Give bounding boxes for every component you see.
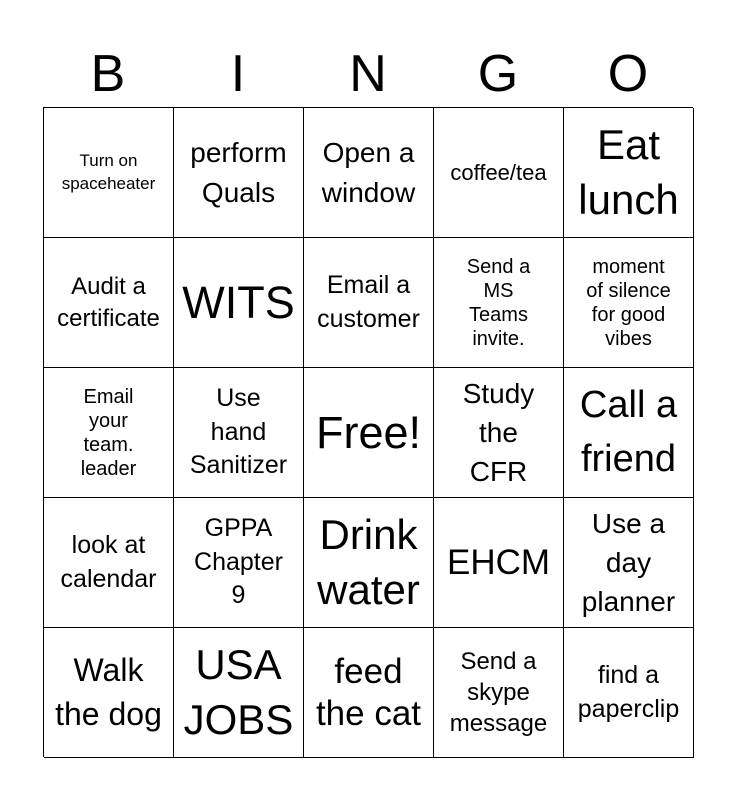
header-letter-g: G [477,45,519,103]
bingo-cell-r3-c4[interactable] [434,368,564,498]
cell-text: Turn on spaceheater [61,151,156,193]
cell-text: look at calendar [60,530,157,593]
cell-text: coffee/tea [450,159,547,185]
bingo-cell-r1-c2[interactable] [174,108,304,238]
cell-text: Send a MS Teams invite. [466,255,531,350]
bingo-cell-r4-c3[interactable] [304,498,434,628]
bingo-cell-r3-c2[interactable] [174,368,304,498]
bingo-cell-r1-c4[interactable] [434,108,564,238]
header-letter-o: O [607,45,649,103]
cell-text: Use hand Sanitizer [189,383,288,480]
cell-text: USA JOBS [183,640,294,743]
bingo-cell-r3-c1[interactable] [44,368,174,498]
cell-text: Send a skype message [449,647,548,738]
header-letter-i: I [230,45,246,103]
cell-text: feed the cat [315,651,422,733]
cell-text: Drink water [317,510,420,613]
bingo-cell-r1-c5[interactable] [564,108,694,238]
cell-text: Email a customer [317,270,420,333]
bingo-header [43,40,693,108]
bingo-cell-r4-c5[interactable] [564,498,694,628]
cell-text: Use a day planner [581,507,676,618]
cell-text: perform Quals [190,137,287,208]
cell-text: moment of silence for good vibes [586,255,671,350]
cell-text: find a paperclip [577,660,680,723]
cell-text: EHCM [446,542,551,582]
bingo-cell-r1-c1[interactable] [44,108,174,238]
bingo-board [43,107,693,757]
bingo-cell-r3-c5[interactable] [564,368,694,498]
bingo-cell-r5-c4[interactable] [434,628,564,758]
cell-text: GPPA Chapter 9 [194,513,283,610]
cell-text: Eat lunch [578,120,679,223]
bingo-cell-r1-c3[interactable] [304,108,434,238]
cell-text: Walk the dog [55,652,162,732]
cell-text: Call a friend [579,384,678,480]
bingo-cell-r4-c1[interactable] [44,498,174,628]
bingo-cell-r5-c2[interactable] [174,628,304,758]
header-letter-n: N [349,45,387,103]
bingo-cell-r2-c1[interactable] [44,238,174,368]
cell-text: Study the CFR [462,377,535,488]
bingo-cell-r5-c1[interactable] [44,628,174,758]
cell-text: Audit a certificate [57,273,160,332]
cell-text: WITS [182,276,295,328]
bingo-cell-r3-c3[interactable] [304,368,434,498]
cell-text: Email your team. leader [80,385,137,480]
header-letter-b: B [90,45,126,103]
cell-text: Open a window [321,137,416,208]
bingo-cell-r4-c2[interactable] [174,498,304,628]
free-space: Free! [315,406,422,458]
bingo-cell-r5-c3[interactable] [304,628,434,758]
bingo-cell-r2-c4[interactable] [434,238,564,368]
bingo-cell-r2-c3[interactable] [304,238,434,368]
bingo-cell-r2-c5[interactable] [564,238,694,368]
bingo-cell-r4-c4[interactable] [434,498,564,628]
bingo-cell-r2-c2[interactable] [174,238,304,368]
bingo-cell-r5-c5[interactable] [564,628,694,758]
